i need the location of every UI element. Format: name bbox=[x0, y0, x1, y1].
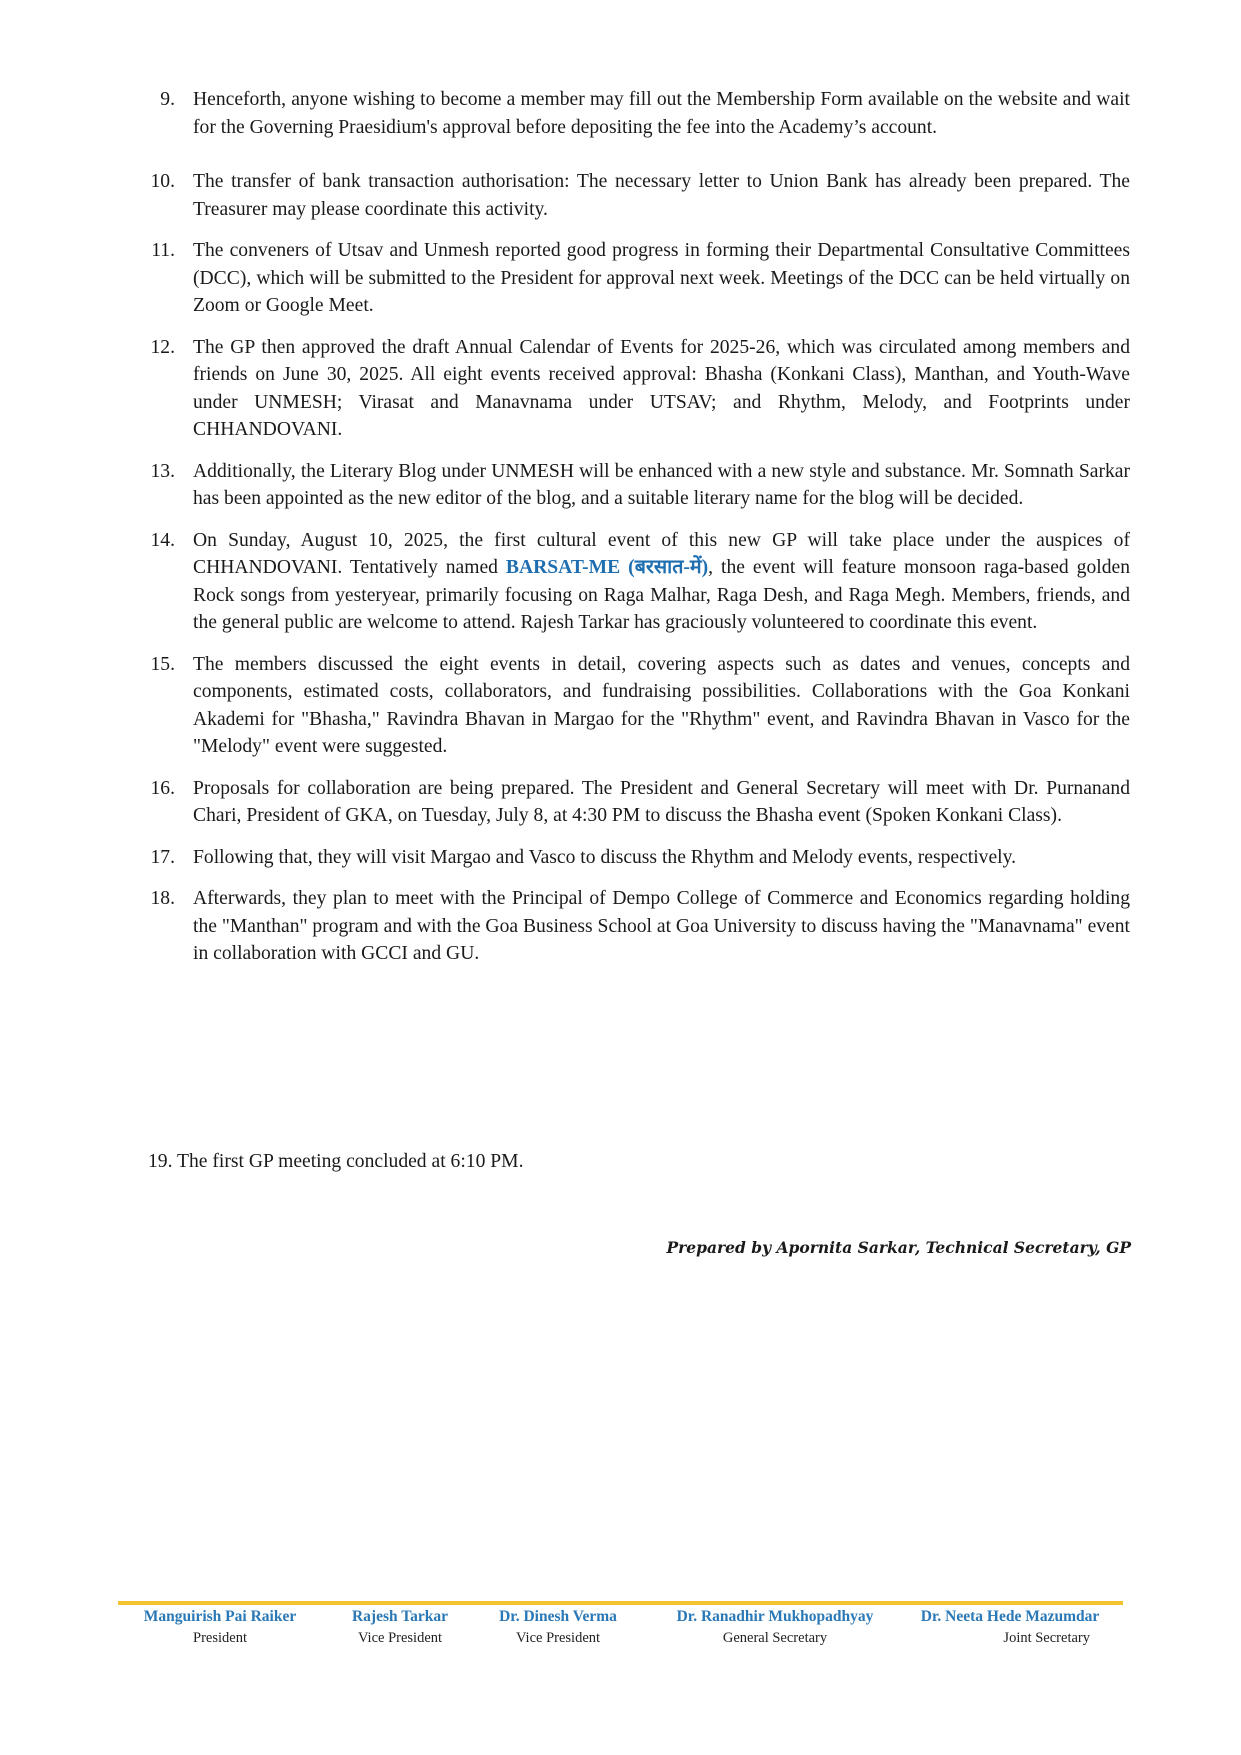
signatory-joint-secretary bbox=[900, 1608, 1120, 1647]
item-number: 16. bbox=[150, 777, 175, 799]
signatory-name: Dr. Ranadhir Mukhopadhyay bbox=[676, 1608, 874, 1625]
item-text: Henceforth, anyone wishing to become a member may fill out the Membership Form available on the website and wait for the Governing Praesidium's approval before depositing the fee into the Academy’s account. bbox=[193, 89, 1130, 138]
minutes-item-15 bbox=[140, 651, 1130, 761]
minutes-item-18 bbox=[140, 885, 1130, 968]
item-number: 12. bbox=[150, 336, 175, 358]
item-text-before: On Sunday, August 10, 2025, the first cultural event of this new GP will take place under the auspices of CHHANDOVANI. Tentatively named bbox=[193, 529, 1130, 578]
item-text: The transfer of bank transaction authorisation: The necessary letter to Union Bank has already been prepared. The Treasurer may please coordinate this activity. bbox=[193, 171, 1130, 220]
closing-statement: 19. The first GP meeting concluded at 6:10 PM. bbox=[148, 1151, 524, 1172]
signatory-role: General Secretary bbox=[722, 1630, 828, 1646]
minutes-item-10 bbox=[140, 168, 1130, 223]
signatory-vice-president-1 bbox=[335, 1608, 465, 1647]
signatory-name: Dr. Neeta Hede Mazumdar bbox=[920, 1608, 1100, 1625]
signatory-name: Manguirish Pai Raiker bbox=[143, 1608, 297, 1625]
item-text: The conveners of Utsav and Unmesh reported good progress in forming their Departmental Consultative Committees (DCC), which will be submitted to the President for approval next week. Meetings of the DCC can be held virtually on Zoom or Google Meet. bbox=[193, 240, 1130, 316]
item-number: 14. bbox=[150, 529, 175, 551]
signatory-vice-president-2 bbox=[483, 1608, 633, 1647]
minutes-item-12 bbox=[140, 334, 1130, 444]
item-number: 17. bbox=[150, 846, 175, 868]
minutes-item-13 bbox=[140, 458, 1130, 513]
item-number: 9. bbox=[160, 89, 175, 110]
item-number: 10. bbox=[150, 171, 175, 192]
item-text: Following that, they will visit Margao and Vasco to discuss the Rhythm and Melody events, respectively. bbox=[193, 846, 1017, 868]
item-number: 13. bbox=[150, 460, 175, 482]
item-text: Afterwards, they plan to meet with the Principal of Dempo College of Commerce and Economics regarding holding the "Manthan" program and with the Goa Business School at Goa University to discuss having the "Manavnama" event in collaboration with GCCI and GU. bbox=[193, 888, 1130, 964]
minutes-item-16 bbox=[140, 775, 1130, 830]
item-text-after: , the event will feature monsoon raga-based golden Rock songs from yesteryear, primarily focusing on Raga Malhar, Raga Desh, and Raga Megh. Members, friends, and the general public are welcome to attend. Rajesh Tarkar has graciously volunteered to coordinate this event. bbox=[193, 557, 1130, 633]
signatory-name: Dr. Dinesh Verma bbox=[499, 1608, 617, 1625]
item-text: Additionally, the Literary Blog under UNMESH will be enhanced with a new style and substance. Mr. Somnath Sarkar has been appointed as the new editor of the blog, and a suitable literary name for the blog will be decided. bbox=[193, 460, 1130, 509]
minutes-list bbox=[140, 86, 1130, 982]
minutes-item-11 bbox=[140, 237, 1130, 320]
item-number: 18. bbox=[150, 888, 175, 909]
item-text: The members discussed the eight events in detail, covering aspects such as dates and venues, concepts and components, estimated costs, collaborators, and fundraising possibilities. Collaborations with the Goa Konkani Akademi for "Bhasha," Ravindra Bhavan in Margao for the "Rhythm" event, and Ravindra Bhavan in Vasco for the "Melody" event were suggested. bbox=[193, 653, 1130, 757]
signatory-role: Vice President bbox=[515, 1630, 601, 1646]
item-text: Proposals for collaboration are being prepared. The President and General Secretary will meet with Dr. Purnanand Chari, President of GKA, on Tuesday, July 8, at 4:30 PM to discuss the Bhasha event (Spoken Konkani Class). bbox=[193, 777, 1130, 826]
signatory-role: President bbox=[193, 1630, 247, 1646]
event-name-highlight: BARSAT-ME (बरसात-में) bbox=[505, 557, 709, 578]
signatory-general-secretary bbox=[660, 1608, 890, 1647]
item-number: 11. bbox=[151, 240, 175, 261]
signatory-name: Rajesh Tarkar bbox=[351, 1608, 449, 1625]
minutes-item-9 bbox=[140, 86, 1130, 141]
item-number: 15. bbox=[150, 653, 175, 675]
footer-divider bbox=[118, 1601, 1123, 1605]
minutes-item-14 bbox=[140, 527, 1130, 637]
minutes-item-17 bbox=[140, 844, 1130, 872]
signatory-president bbox=[130, 1608, 310, 1647]
signatory-role: Vice President bbox=[357, 1630, 443, 1646]
prepared-by: Prepared by Apornita Sarkar, Technical Secretary, GP bbox=[666, 1238, 1131, 1257]
signatory-role: Joint Secretary bbox=[1003, 1630, 1090, 1646]
item-text: The GP then approved the draft Annual Calendar of Events for 2025-26, which was circulated among members and friends on June 30, 2025. All eight events received approval: Bhasha (Konkani Class), Manthan, and Youth-Wave under UNMESH; Virasat and Manavnama under UTSAV; and Rhythm, Melody, and Footprints under CHHANDOVANI. bbox=[193, 336, 1130, 440]
